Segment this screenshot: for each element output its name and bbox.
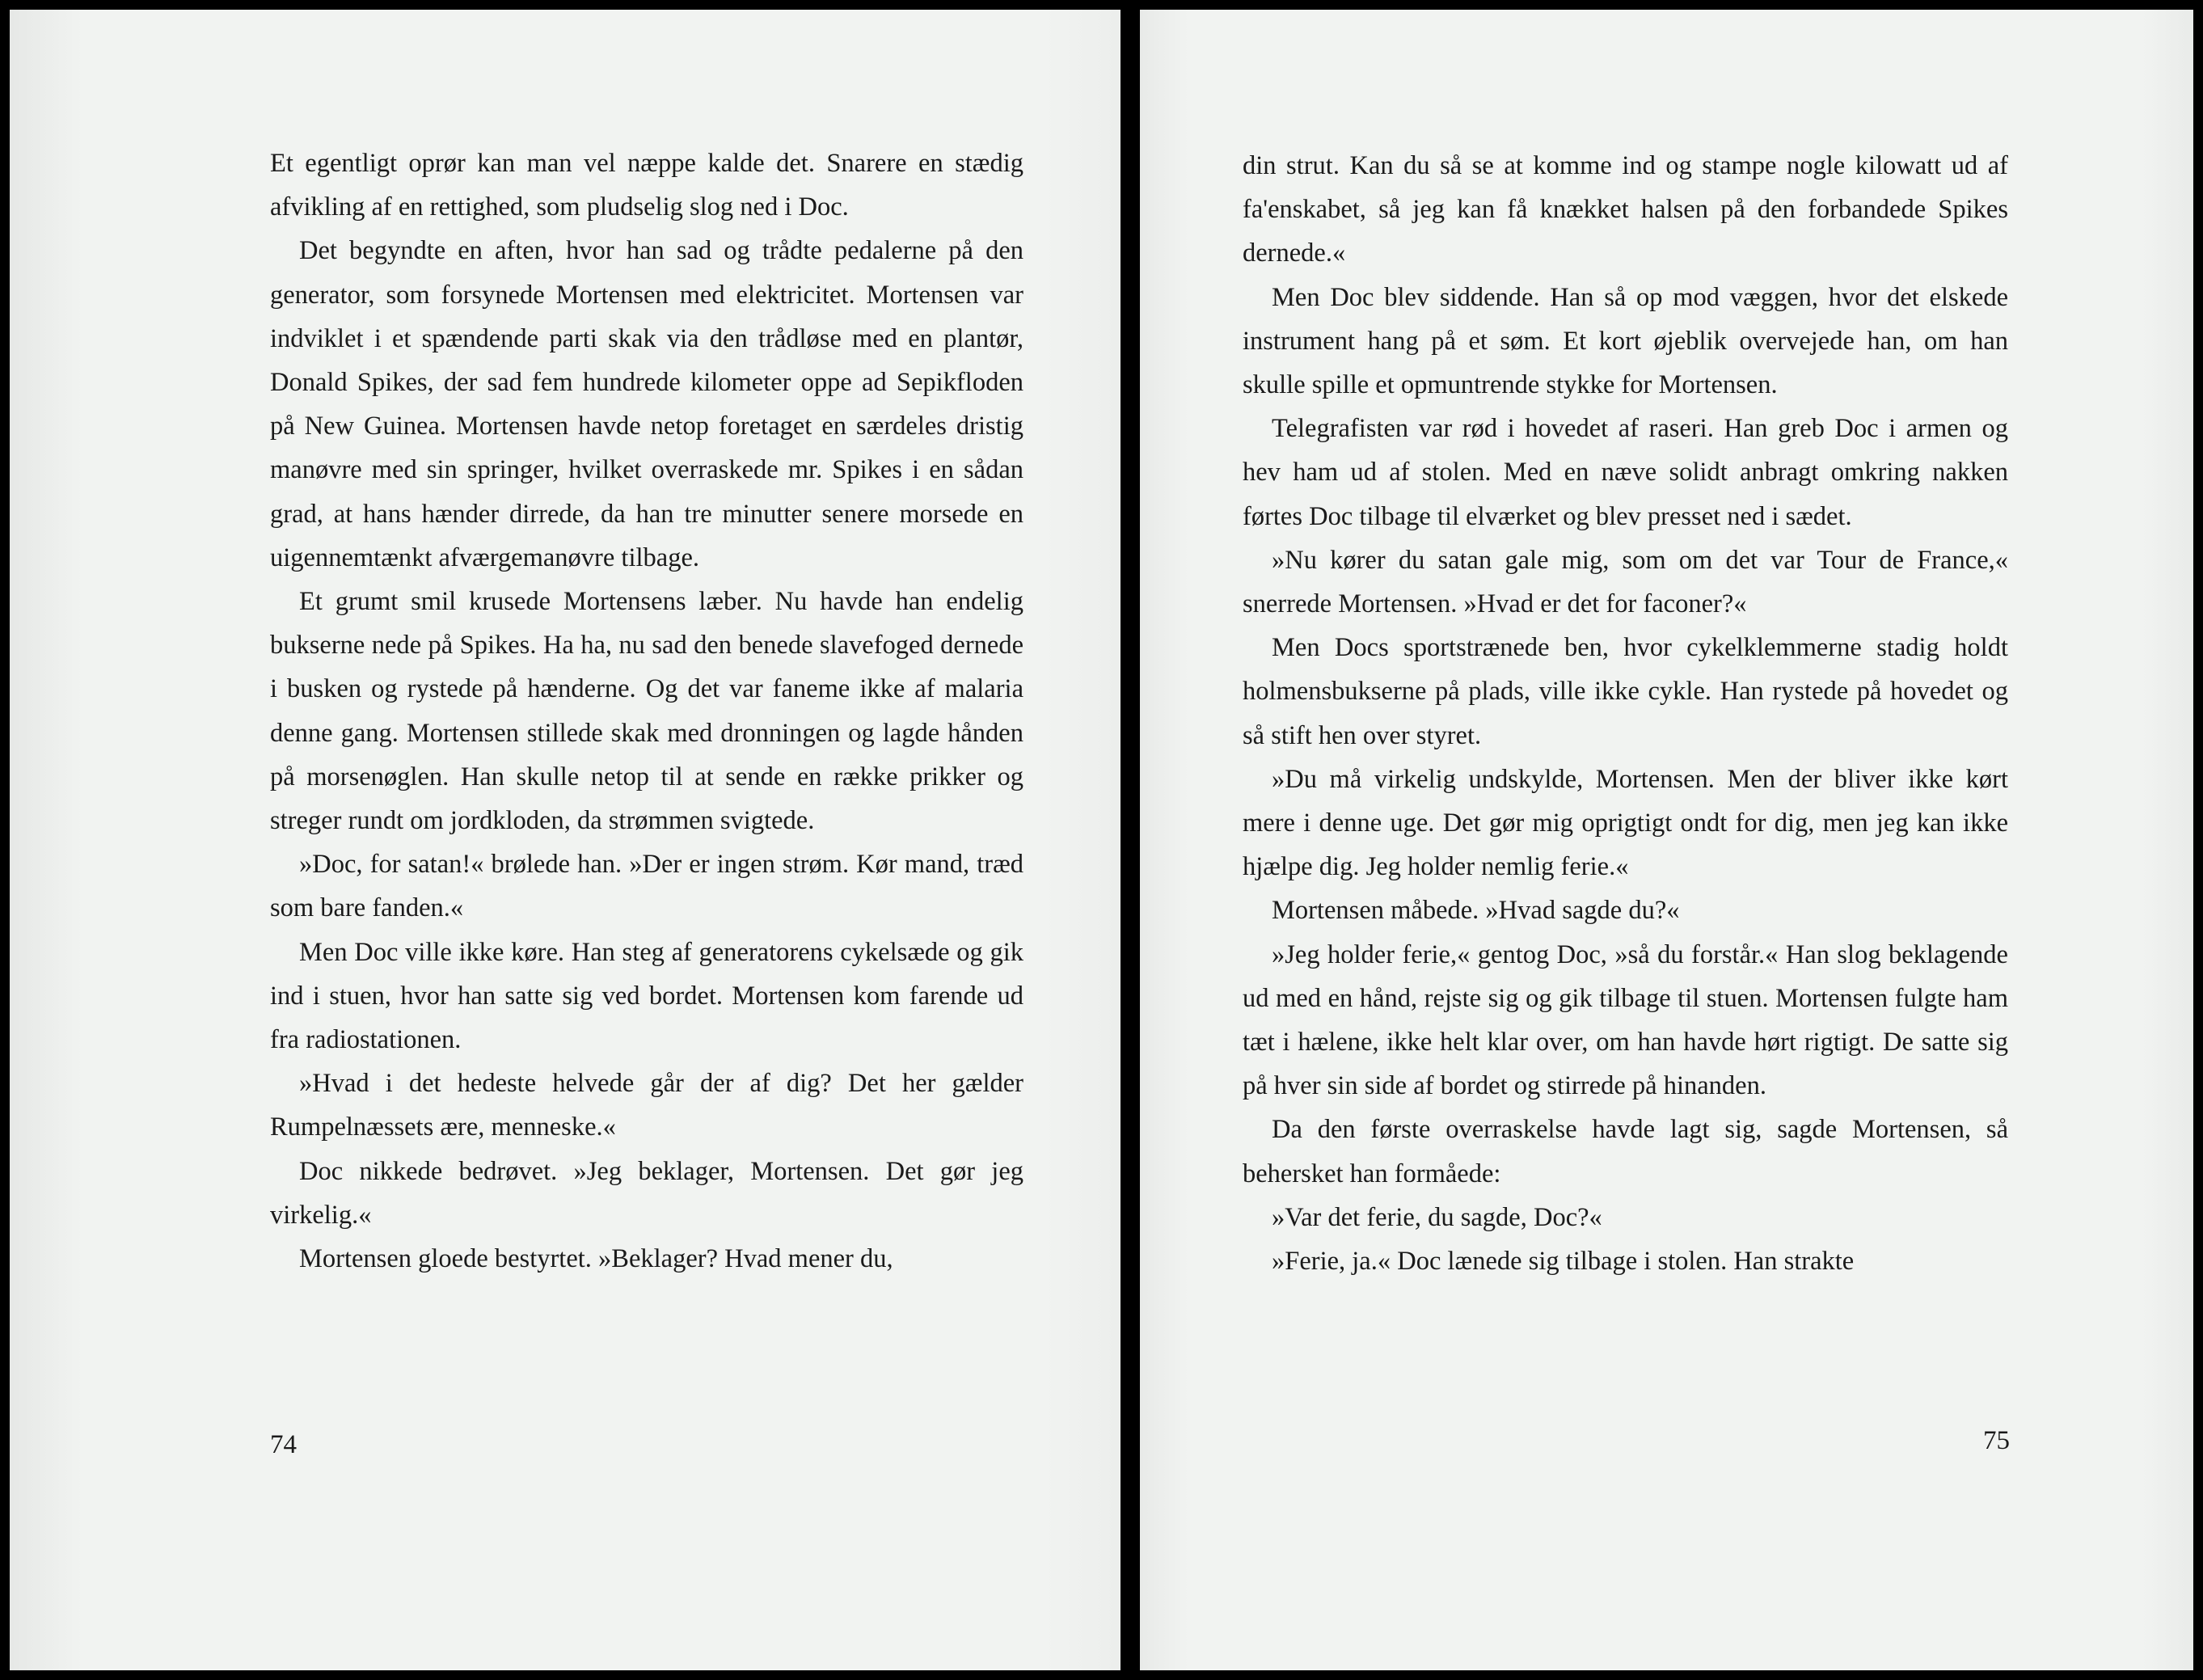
paragraph: »Hvad i det hedeste helvede går der af dig? Det her gælder Rumpelnæssets ære, menneske.« <box>270 1069 1023 1142</box>
paragraph: Mortensen gloede bestyrtet. »Beklager? Hvad mener du, <box>299 1244 893 1274</box>
paragraph: »Du må virkelig undskylde, Mortensen. Men der bliver ikke kørt mere i denne uge. Det gør mig oprigtigt ondt for dig, men jeg kan ikke hjælpe dig. Jeg holder nemlig ferie.« <box>1243 764 2008 882</box>
paragraph: Men Doc ville ikke køre. Han steg af generatorens cykelsæde og gik ind i stuen, hvor han satte sig ved bordet. Mortensen kom farende ud fra radiostationen. <box>270 937 1023 1055</box>
paragraph: din strut. Kan du så se at komme ind og stampe nogle kilowatt ud af fa'enskabet, så jeg kan få knækket halsen på den forbandede Spikes dernede.« <box>1243 151 2008 268</box>
paragraph: Det begyndte en aften, hvor han sad og trådte pedalerne på den generator, som forsynede Mortensen med elektricitet. Mortensen var indviklet i et spændende parti skak via den trådløse med en plantør, Donald Spikes, der sad fem hundrede kilometer oppe ad Sepikfloden på New Guinea. Mortensen havde netop foretaget en særdeles dristig manøvre med sin springer, hvilket overraskede mr. Spikes i en sådan grad, at hans hænder dirrede, da han tre minutter senere morsede en uigennemtænkt afværgemanøvre tilbage. <box>270 236 1023 572</box>
paragraph: Men Doc blev siddende. Han så op mod væggen, hvor det elskede instrument hang på et søm. Et kort øjeblik overvejede han, om han skulle spille et opmuntrende stykke for Mortensen. <box>1243 282 2008 400</box>
page-number-right: 75 <box>1983 1426 2010 1455</box>
paragraph: »Nu kører du satan gale mig, som om det var Tour de France,« snerrede Mortensen. »Hvad er det for faconer?« <box>1243 545 2008 619</box>
left-page-text <box>270 141 1023 1281</box>
right-page-text <box>1243 144 2008 1283</box>
paragraph: Et egentligt oprør kan man vel næppe kalde det. Snarere en stædig afvikling af en rettighed, som pludselig slog ned i Doc. <box>270 149 1023 222</box>
paragraph: »Doc, for satan!« brølede han. »Der er ingen strøm. Kør mand, træd som bare fanden.« <box>270 850 1023 923</box>
left-page <box>10 10 1120 1670</box>
paragraph: Men Docs sportstrænede ben, hvor cykelklemmerne stadig holdt holmensbukserne på plads, ville ikke cykle. Han rystede på hovedet og så stift hen over styret. <box>1243 633 2008 750</box>
book-spine-gap <box>1120 10 1140 1670</box>
paragraph: Da den første overraskelse havde lagt sig, sagde Mortensen, så behersket han formåede: <box>1243 1115 2008 1188</box>
paragraph: Telegrafisten var rød i hovedet af raseri. Han greb Doc i armen og hev ham ud af stolen. Med en næve solidt anbragt omkring nakken førtes Doc tilbage til elværket og blev presset ned i sædet. <box>1243 414 2008 531</box>
paragraph: »Ferie, ja.« Doc lænede sig tilbage i stolen. Han strakte <box>1272 1247 1855 1277</box>
paragraph: Mortensen måbede. »Hvad sagde du?« <box>1272 896 1680 926</box>
page-number-left: 74 <box>270 1430 297 1459</box>
right-page <box>1140 10 2193 1670</box>
paragraph: Et grumt smil krusede Mortensens læber. Nu havde han endelig bukserne nede på Spikes. Ha ha, nu sad den benede slavefoged dernede i busken og rystede på hænderne. Og det var faneme ikke af malaria denne gang. Mortensen stillede skak med dronningen og lagde hånden på morsenøglen. Han skulle netop til at sende en række prikker og streger rundt om jordkloden, da strømmen svigtede. <box>270 587 1023 836</box>
paragraph: »Var det ferie, du sagde, Doc?« <box>1272 1202 1602 1232</box>
paragraph: Doc nikkede bedrøvet. »Jeg beklager, Mortensen. Det gør jeg virkelig.« <box>270 1156 1023 1230</box>
paragraph: »Jeg holder ferie,« gentog Doc, »så du forstår.« Han slog beklagende ud med en hånd, rejste sig og gik tilbage til stuen. Mortensen fulgte ham tæt i hælene, ikke helt klar over, om han havde hørt rigtigt. De satte sig på hver sin side af bordet og stirrede på hinanden. <box>1243 939 2008 1101</box>
